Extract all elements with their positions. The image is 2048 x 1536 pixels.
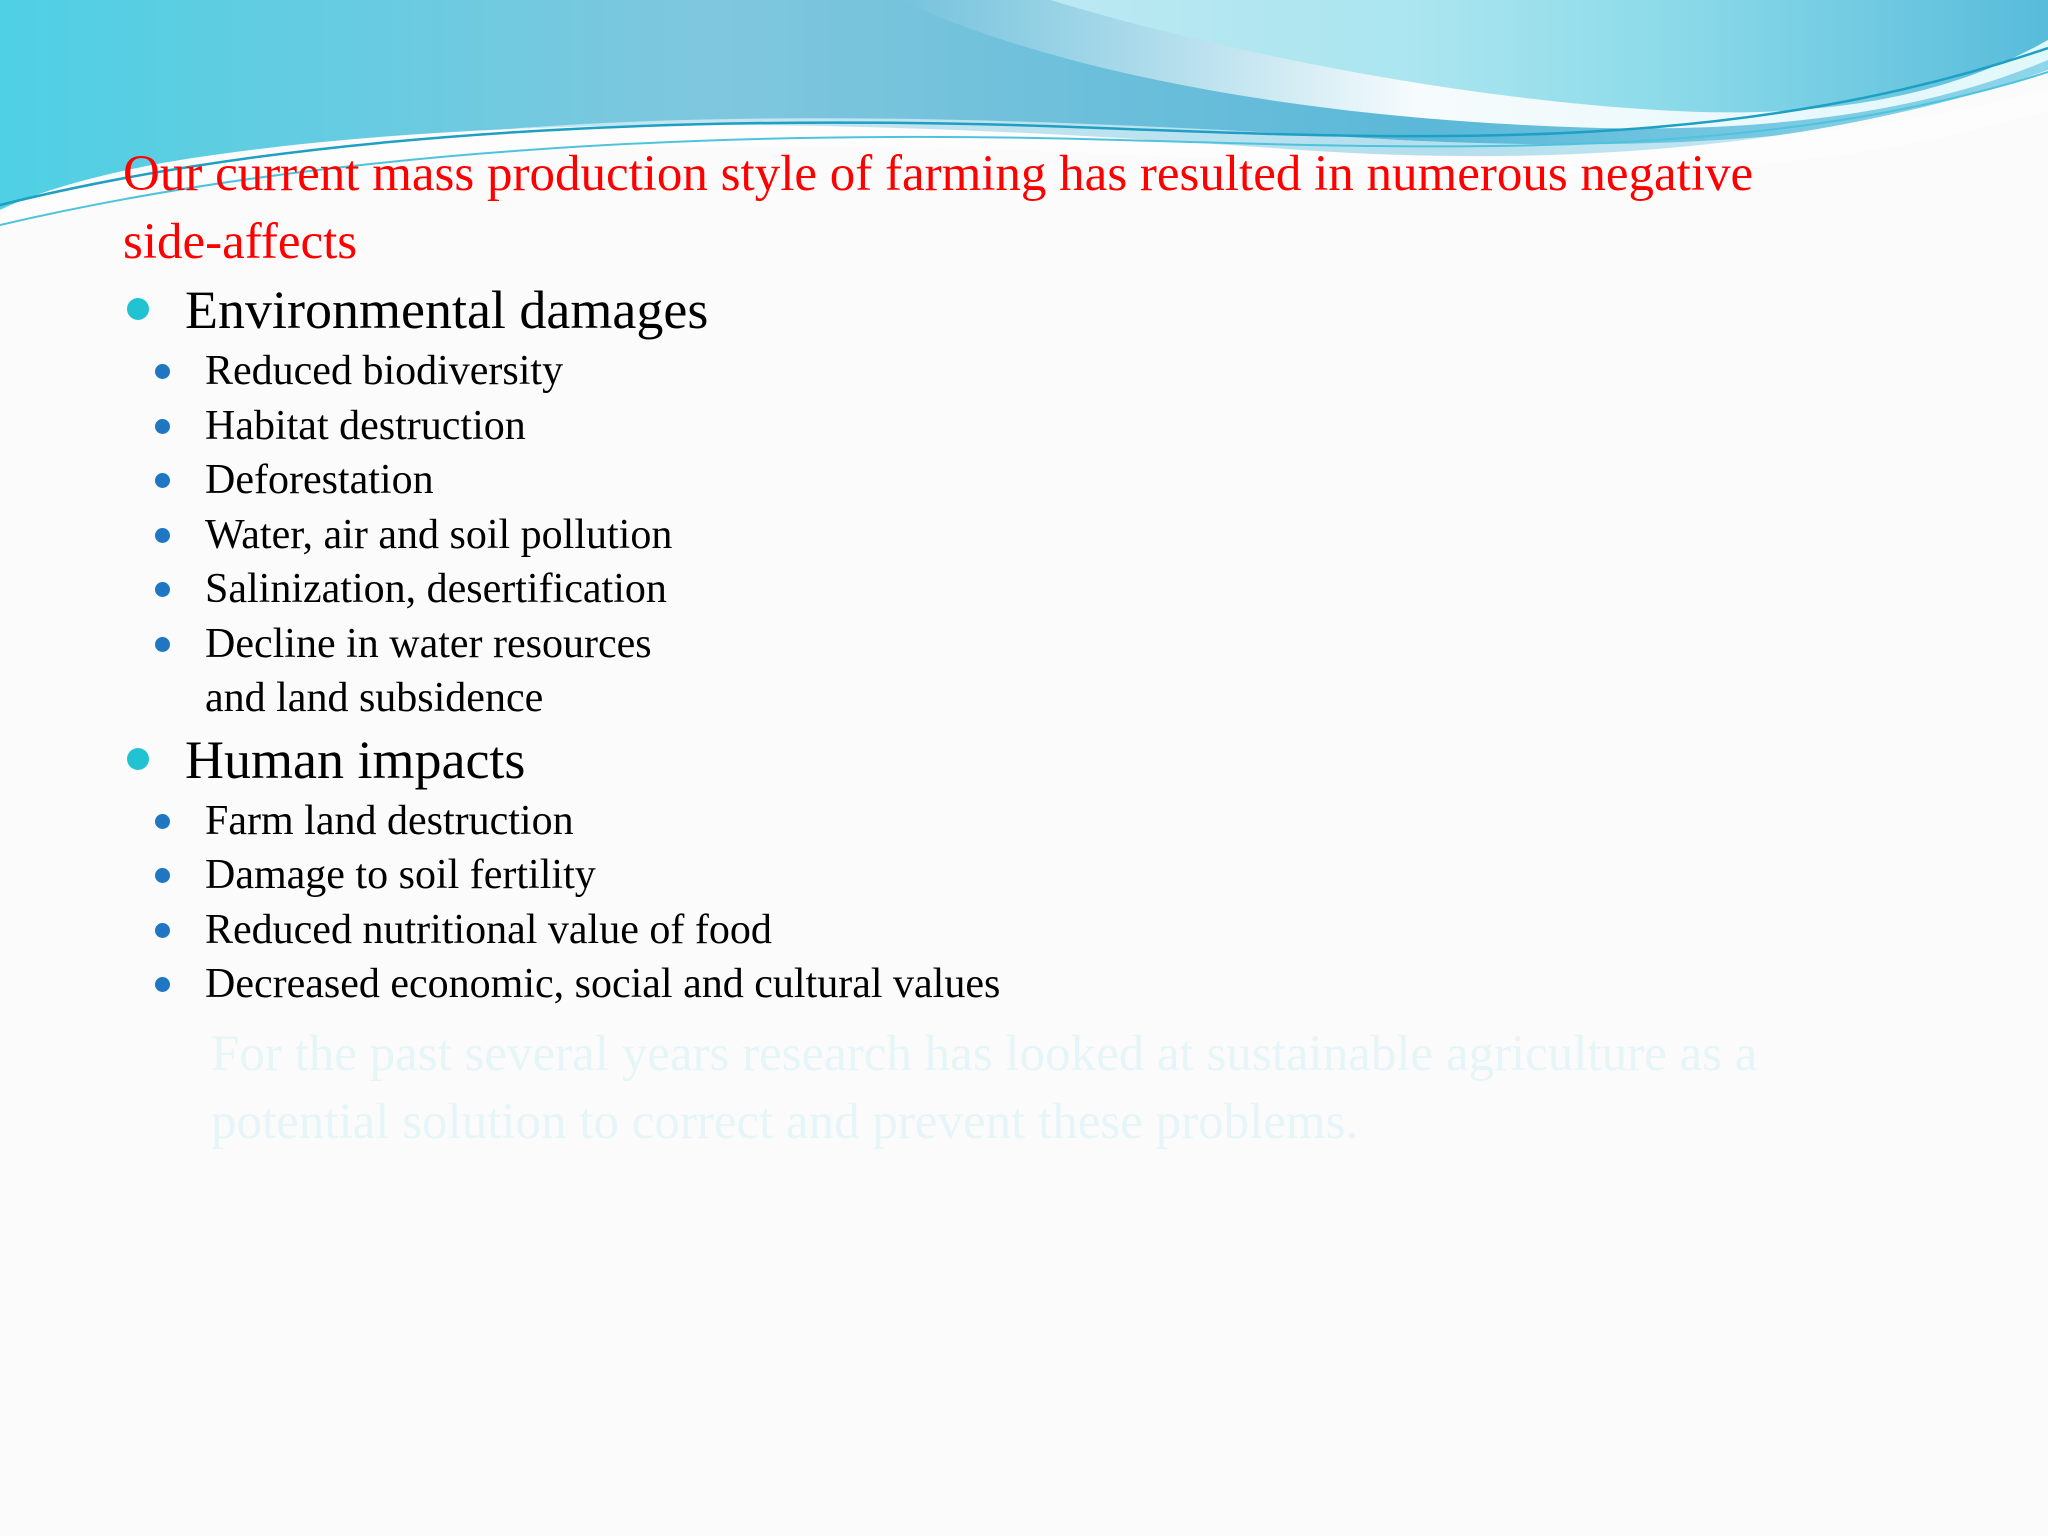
sub-bullet-dot-icon <box>155 868 170 883</box>
list-item: Damage to soil fertility <box>205 848 1943 903</box>
bullet-dot-icon <box>127 298 149 320</box>
section-heading: Human impacts <box>185 729 526 790</box>
list-item: Water, air and soil pollution <box>205 508 1943 563</box>
conclusion-faded-text: For the past several years research has looked at sustainable agriculture as a potential solution to correct and prevent these problems. <box>211 1025 1758 1150</box>
intro-statement: Our current mass production style of farming has resulted in numerous negative side-affects <box>123 146 1754 270</box>
sub-bullet-dot-icon <box>155 814 170 829</box>
list-item-continuation: and land subsidence <box>205 675 544 721</box>
sub-bullet-dot-icon <box>155 528 170 543</box>
slide-content <box>123 140 1943 1156</box>
sub-bullet-dot-icon <box>155 977 170 992</box>
environmental-sub-list <box>205 344 1943 726</box>
list-item: Farm land destruction <box>205 794 1943 849</box>
section-human-impacts <box>123 726 1943 1012</box>
list-item: Decline in water resources <box>205 617 1943 672</box>
bullet-dot-icon <box>127 748 149 770</box>
section-environmental <box>123 276 1943 726</box>
sub-bullet-dot-icon <box>155 582 170 597</box>
list-item: Habitat destruction <box>205 399 1943 454</box>
sub-bullet-dot-icon <box>155 473 170 488</box>
main-bullet-list <box>123 276 1943 1012</box>
sub-bullet-dot-icon <box>155 419 170 434</box>
sub-bullet-dot-icon <box>155 637 170 652</box>
human-impacts-sub-list <box>205 794 1943 1012</box>
list-item: Reduced biodiversity <box>205 344 1943 399</box>
sub-bullet-dot-icon <box>155 364 170 379</box>
list-item: Decreased economic, social and cultural values <box>205 957 1943 1012</box>
sub-bullet-dot-icon <box>155 923 170 938</box>
list-item: Reduced nutritional value of food <box>205 903 1943 958</box>
list-item: Salinization, desertification <box>205 562 1943 617</box>
list-item: Deforestation <box>205 453 1943 508</box>
section-heading: Environmental damages <box>185 280 709 340</box>
